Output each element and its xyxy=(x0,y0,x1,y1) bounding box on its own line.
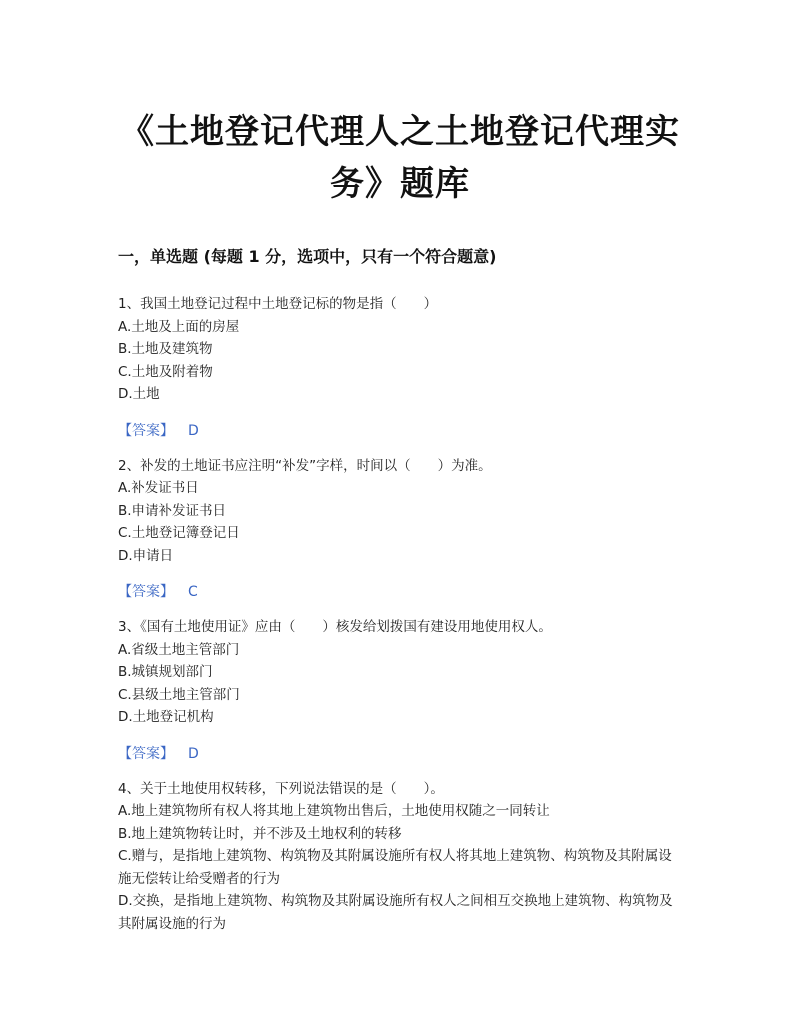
option-b: B.申请补发证书日 xyxy=(118,502,227,519)
question-stem: 4、关于土地使用权转移，下列说法错误的是（ ）。 xyxy=(118,780,444,797)
answer-line xyxy=(118,581,683,603)
answer-value: D xyxy=(188,745,199,762)
question-list xyxy=(118,293,683,935)
answer-label: 【答案】 xyxy=(118,584,174,600)
section-heading: 一，单选题 (每题 1 分，选项中，只有一个符合题意) xyxy=(118,247,497,266)
option-b: B.土地及建筑物 xyxy=(118,341,213,357)
question-4 xyxy=(118,778,683,936)
option-d: D.交换，是指地上建筑物、构筑物及其附属设施所有权人之间相互交换地上建筑物、构筑物及其附属设施的行为 xyxy=(118,893,673,932)
option-d: D.土地 xyxy=(118,386,160,402)
option-a: A.省级土地主管部门 xyxy=(118,641,240,658)
option-c: C.土地及附着物 xyxy=(118,363,213,380)
answer-line xyxy=(118,743,683,765)
option-c: C.土地登记簿登记日 xyxy=(118,525,240,541)
option-d: D.土地登记机构 xyxy=(118,709,214,725)
answer-label: 【答案】 xyxy=(118,422,174,439)
question-3 xyxy=(118,616,683,765)
option-d: D.申请日 xyxy=(118,547,174,564)
option-a: A.地上建筑物所有权人将其地上建筑物出售后，土地使用权随之一同转让 xyxy=(118,803,550,819)
answer-value: C xyxy=(188,584,198,600)
answer-line xyxy=(118,420,683,442)
option-c: C.赠与，是指地上建筑物、构筑物及其附属设施所有权人将其地上建筑物、构筑物及其附属设施无偿转让给受赠者的行为 xyxy=(118,848,672,887)
question-stem: 3、《国有土地使用证》应由（ ）核发给划拨国有建设用地使用权人。 xyxy=(118,619,552,635)
option-a: A.土地及上面的房屋 xyxy=(118,318,240,335)
option-b: B.地上建筑物转让时，并不涉及土地权利的转移 xyxy=(118,825,402,842)
option-a: A.补发证书日 xyxy=(118,480,199,496)
option-b: B.城镇规划部门 xyxy=(118,664,213,680)
question-stem: 1、我国土地登记过程中土地登记标的物是指（ ） xyxy=(118,296,438,312)
question-stem: 2、补发的土地证书应注明“补发”字样，时间以（ ）为准。 xyxy=(118,457,492,474)
answer-label: 【答案】 xyxy=(118,745,174,762)
answer-value: D xyxy=(188,422,199,439)
question-2 xyxy=(118,455,683,604)
option-c: C.县级土地主管部门 xyxy=(118,686,240,703)
question-1 xyxy=(118,293,683,442)
document-title: 《土地登记代理人之土地登记代理实务》题库 xyxy=(120,112,680,204)
